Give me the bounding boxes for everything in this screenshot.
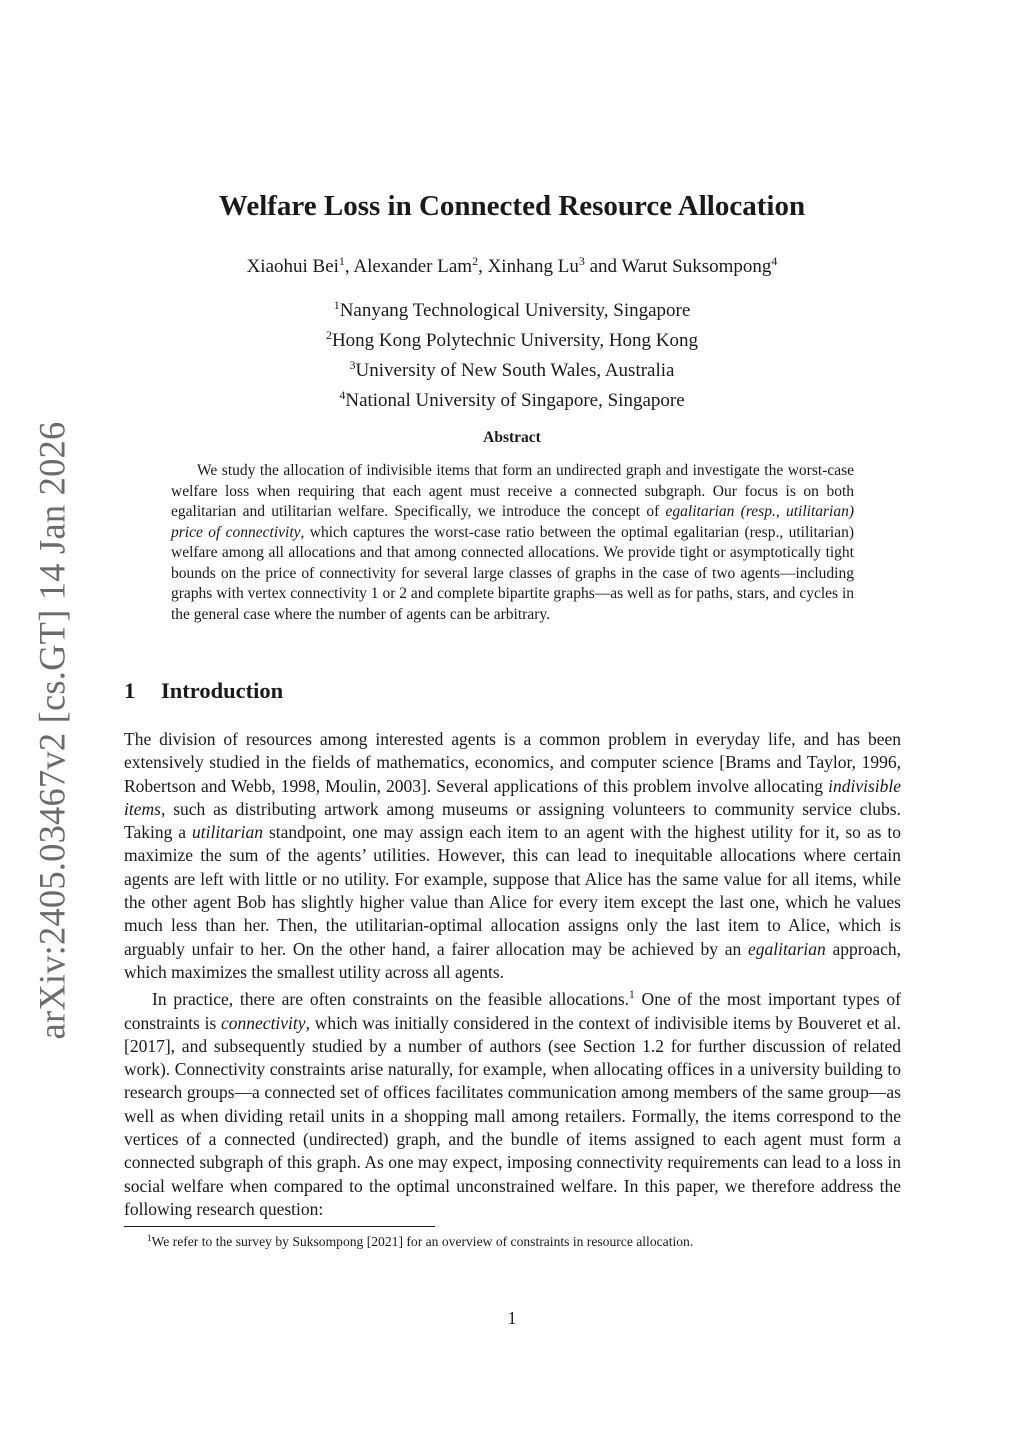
- body-paragraph: [124, 728, 901, 984]
- affiliation-mark: 1: [333, 298, 340, 312]
- introduction-body: [124, 728, 901, 1221]
- abstract-heading: Abstract: [483, 429, 541, 446]
- arxiv-identifier-text: arXiv:2405.03467v2 [cs.GT] 14 Jan 2026: [31, 421, 73, 1039]
- text-run: In practice, there are often constraints on the feasible allocations.: [152, 989, 630, 1010]
- affiliation-text: Nanyang Technological University, Singapore: [339, 300, 691, 321]
- affiliation: [0, 383, 1024, 413]
- affiliation-text: National University of Singapore, Singapore: [345, 390, 685, 411]
- abstract-emphasis: egalitarian (resp., utilitarian) price of connectivity: [171, 503, 854, 541]
- author-name: Xinhang Lu: [487, 256, 579, 277]
- section-title: Introduction: [161, 678, 284, 703]
- author-affiliation-mark: 2: [472, 254, 479, 268]
- affiliation: [0, 323, 1024, 353]
- emphasis-term: utilitarian: [192, 822, 264, 843]
- author-list: [0, 254, 1024, 278]
- author-separator: and: [584, 256, 622, 277]
- arxiv-identifier-stamp: [30, 421, 74, 1039]
- page-number: 1: [507, 1308, 517, 1328]
- author-separator: ,: [344, 256, 354, 277]
- section-heading: [124, 678, 283, 704]
- affiliation: [0, 353, 1024, 383]
- abstract-text: [171, 461, 854, 625]
- author-affiliation-mark: 1: [338, 254, 345, 268]
- footnote-divider: [124, 1226, 435, 1227]
- author-affiliation-mark: 4: [771, 254, 778, 268]
- emphasis-term: indivisible items: [124, 775, 901, 819]
- footnote-mark: 1: [147, 1233, 152, 1243]
- footnote: [147, 1233, 693, 1250]
- paper-title: Welfare Loss in Connected Resource Allocation: [218, 190, 806, 222]
- affiliation: [0, 293, 1024, 323]
- emphasis-term: connectivity: [221, 1012, 306, 1033]
- affiliation-list: [0, 293, 1024, 413]
- author-name: Alexander Lam: [353, 256, 473, 277]
- text-run: One of the most important types of constraints is: [124, 989, 901, 1033]
- abstract-text-part: , which captures the worst-case ratio between the optimal egalitarian (resp., utilitarian) welfare among all allocations and that among connected allocations. We provide tight or asymptotically tight bounds on the price of connectivity for several large classes of graphs in the case of two agents—including graphs with vertex connectivity 1 or 2 and complete bipartite graphs—as well as for paths, stars, and cycles in the general case where the number of agents can be arbitrary.: [171, 523, 854, 623]
- affiliation-mark: 4: [339, 388, 346, 402]
- author-name: Xiaohui Bei: [246, 256, 339, 277]
- emphasis-term: egalitarian: [748, 938, 826, 959]
- text-run: standpoint, one may assign each item to an agent with the highest utility for it, so as to maximize the sum of the agents’ utilities. However, this can lead to inequitable allocations where certain agents are left with little or no utility. For example, suppose that Alice has the same value for all items, while the other agent Bob has slightly higher value than Alice for every item except the last one, which he values much less than her. Then, the utilitarian-optimal allocation assigns only the last item to Alice, which is arguably unfair to her. On the other hand, a fairer allocation may be achieved by an: [124, 822, 901, 959]
- body-paragraph: [124, 984, 901, 1221]
- author-affiliation-mark: 3: [578, 254, 585, 268]
- text-run: The division of resources among interested agents is a common problem in everyday life, and has been extensively studied in the fields of mathematics, economics, and computer science [Brams and Taylor, 1996, Robertson and Webb, 1998, Moulin, 2003]. Several applications of this problem involve allocating: [124, 729, 901, 796]
- author-separator: ,: [478, 256, 488, 277]
- affiliation-mark: 2: [325, 328, 332, 342]
- affiliation-text: University of New South Wales, Australia: [355, 360, 675, 381]
- affiliation-mark: 3: [349, 358, 356, 372]
- abstract-text-part: We study the allocation of indivisible items that form an undirected graph and investigate the worst-case welfare loss when requiring that each agent must receive a connected subgraph. Our focus is on both egalitarian and utilitarian welfare. Specifically, we introduce the concept of: [171, 462, 854, 520]
- affiliation-text: Hong Kong Polytechnic University, Hong Kong: [331, 330, 699, 351]
- text-run: , which was initially considered in the context of indivisible items by Bouveret et al. [2017], and subsequently studied by a number of authors (see Section 1.2 for further discussion of related work). Connectivity constraints arise naturally, for example, when allocating offices in a university building to research groups—a connected set of offices facilitates communication among members of the same group—as well as when dividing retail units in a shopping mall among retailers. Formally, the items correspond to the vertices of a connected (undirected) graph, and the bundle of items assigned to each agent must form a connected subgraph of this graph. As one may expect, imposing connectivity requirements can lead to a loss in social welfare when compared to the optimal unconstrained welfare. In this paper, we therefore address the following research question:: [124, 1012, 901, 1219]
- footnote-reference[interactable]: 1: [629, 989, 635, 1002]
- section-number: 1: [124, 678, 136, 703]
- text-run: approach, which maximizes the smallest utility across all agents.: [124, 938, 901, 982]
- author-name: Warut Suksompong: [621, 256, 772, 277]
- text-run: , such as distributing artwork among museums or assigning volunteers to community service clubs. Taking a: [124, 798, 901, 843]
- footnote-text: We refer to the survey by Suksompong [2021] for an overview of constraints in resource allocation.: [151, 1234, 694, 1249]
